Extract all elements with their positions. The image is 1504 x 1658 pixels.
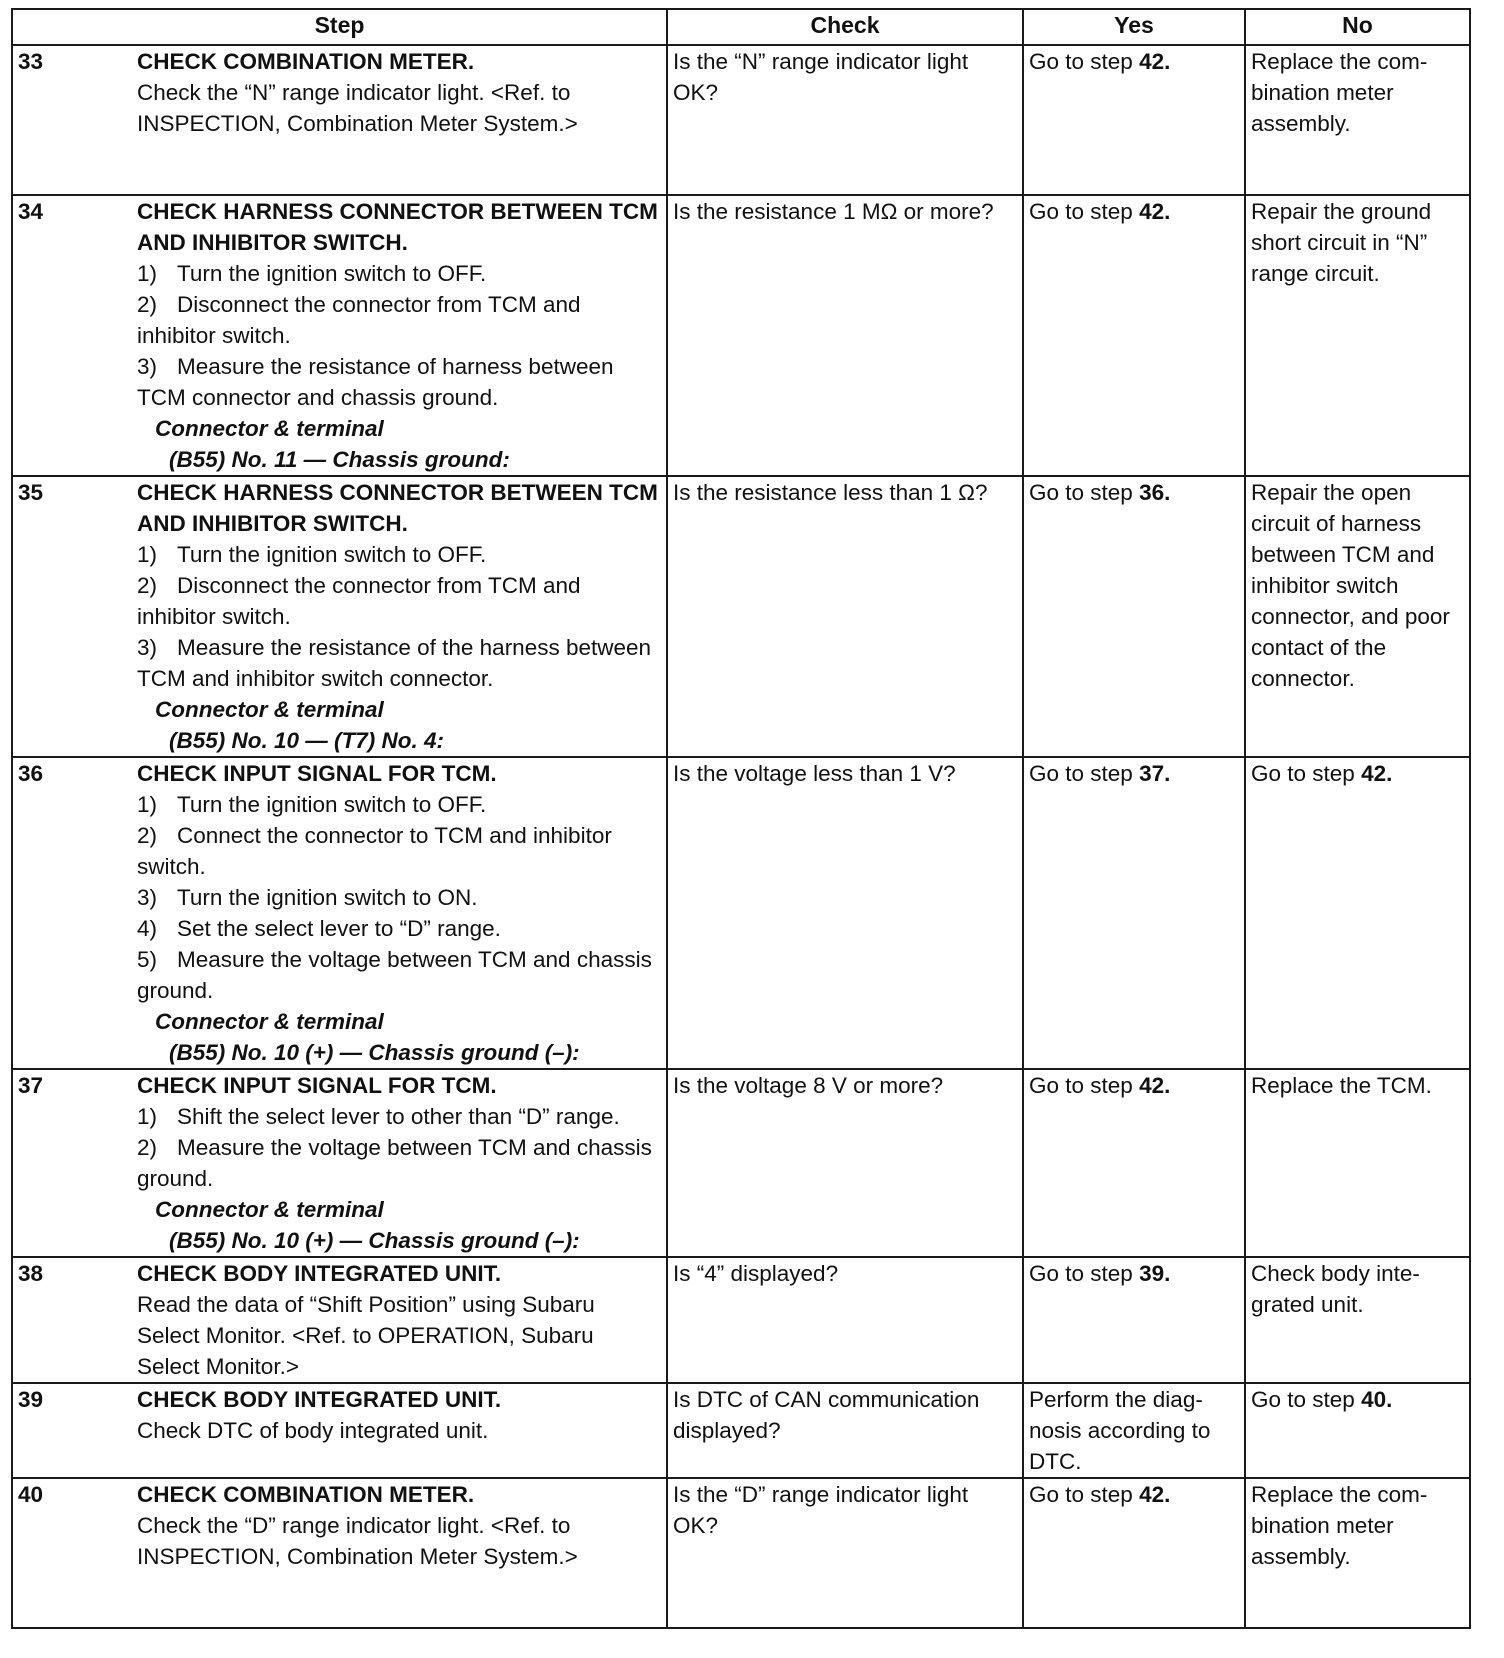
connector-label: Connector & terminal — [155, 416, 384, 441]
check-cell: Is the resistance 1 MΩ or more? — [667, 195, 1023, 476]
step-item — [137, 1101, 662, 1132]
step-cell — [12, 1069, 667, 1257]
no-prefix: Go to step — [1251, 761, 1362, 786]
table-row — [12, 45, 1470, 195]
check-cell: Is the resistance less than 1 Ω? — [667, 476, 1023, 757]
header-no: No — [1245, 9, 1470, 45]
item-number: 2) — [137, 1135, 158, 1160]
step-item — [137, 289, 662, 351]
item-number: 3) — [137, 885, 158, 910]
item-text: Turn the ignition switch to OFF. — [177, 261, 487, 286]
yes-cell: Perform the diag-nosis according to DTC. — [1023, 1383, 1245, 1478]
step-item — [137, 258, 662, 289]
step-number: 34 — [18, 199, 44, 224]
step-number: 37 — [18, 1073, 44, 1098]
step-body — [137, 46, 666, 139]
yes-prefix: Go to step — [1029, 49, 1140, 74]
yes-step-ref: 37. — [1139, 761, 1171, 786]
table-row — [12, 195, 1470, 476]
step-number: 40 — [18, 1482, 44, 1507]
step-number: 35 — [18, 480, 44, 505]
step-item — [137, 351, 662, 413]
yes-cell — [1023, 476, 1245, 757]
item-number: 2) — [137, 823, 158, 848]
item-text: Measure the resistance of the harness between TCM and inhibitor switch connector. — [137, 635, 652, 691]
item-text: Connect the connector to TCM and inhibitor switch. — [137, 823, 612, 879]
step-item — [137, 913, 662, 944]
step-item — [137, 882, 662, 913]
yes-step-ref: 42. — [1139, 49, 1171, 74]
yes-prefix: Go to step — [1029, 480, 1140, 505]
step-item — [137, 632, 662, 694]
step-cell — [12, 1478, 667, 1628]
header-yes: Yes — [1023, 9, 1245, 45]
step-title: CHECK INPUT SIGNAL FOR TCM. — [137, 1073, 497, 1098]
connector-label: Connector & terminal — [155, 1197, 384, 1222]
table-row — [12, 1257, 1470, 1383]
step-cell — [12, 1257, 667, 1383]
no-cell: Repair the open circuit of harness between TCM and inhibitor switch connector, and poor contact of the connector. — [1245, 476, 1470, 757]
step-number: 39 — [18, 1387, 44, 1412]
check-cell: Is DTC of CAN communication displayed? — [667, 1383, 1023, 1478]
connector-label: Connector & terminal — [155, 697, 384, 722]
no-prefix: Go to step — [1251, 1387, 1362, 1412]
item-number: 2) — [137, 573, 158, 598]
step-item — [137, 944, 662, 1006]
check-cell: Is the voltage 8 V or more? — [667, 1069, 1023, 1257]
step-item — [137, 789, 662, 820]
table-row — [12, 1478, 1470, 1628]
table-row — [12, 1069, 1470, 1257]
item-text: Disconnect the connector from TCM and inhibitor switch. — [137, 573, 581, 629]
yes-prefix: Go to step — [1029, 1073, 1140, 1098]
item-text: Measure the voltage between TCM and chassis ground. — [137, 947, 652, 1003]
yes-cell — [1023, 1069, 1245, 1257]
step-body — [137, 1384, 666, 1446]
check-cell: Is the “N” range indicator light OK? — [667, 45, 1023, 195]
yes-cell — [1023, 195, 1245, 476]
step-item — [137, 539, 662, 570]
table-row — [12, 476, 1470, 757]
no-step-ref: 40. — [1361, 1387, 1393, 1412]
diagnostic-procedure-table — [11, 8, 1471, 1629]
step-body — [137, 196, 666, 475]
yes-prefix: Go to step — [1029, 1261, 1140, 1286]
step-description: Read the data of “Shift Position” using Subaru Select Monitor. <Ref. to OPERATION, Subaru Select Monitor.> — [137, 1292, 595, 1379]
item-number: 3) — [137, 635, 158, 660]
connector-terminal: (B55) No. 10 (+) — Chassis ground (–): — [169, 1228, 580, 1253]
header-check: Check — [667, 9, 1023, 45]
step-cell — [12, 195, 667, 476]
connector-terminal: (B55) No. 11 — Chassis ground: — [169, 447, 510, 472]
item-number: 1) — [137, 261, 158, 286]
yes-step-ref: 42. — [1139, 1482, 1171, 1507]
yes-cell — [1023, 45, 1245, 195]
item-number: 1) — [137, 792, 158, 817]
yes-prefix: Go to step — [1029, 761, 1140, 786]
yes-prefix: Go to step — [1029, 199, 1140, 224]
no-cell — [1245, 757, 1470, 1069]
step-body — [137, 1070, 666, 1256]
yes-step-ref: 39. — [1139, 1261, 1171, 1286]
table-row — [12, 1383, 1470, 1478]
step-title: CHECK COMBINATION METER. — [137, 49, 475, 74]
header-step: Step — [12, 9, 667, 45]
item-text: Turn the ignition switch to OFF. — [177, 542, 487, 567]
table-row — [12, 757, 1470, 1069]
no-cell: Check body inte-grated unit. — [1245, 1257, 1470, 1383]
step-title: CHECK HARNESS CONNECTOR BETWEEN TCM AND INHIBITOR SWITCH. — [137, 199, 658, 255]
step-title: CHECK INPUT SIGNAL FOR TCM. — [137, 761, 497, 786]
connector-label: Connector & terminal — [155, 1009, 384, 1034]
step-title: CHECK COMBINATION METER. — [137, 1482, 475, 1507]
connector-terminal: (B55) No. 10 — (T7) No. 4: — [169, 728, 445, 753]
item-text: Measure the voltage between TCM and chassis ground. — [137, 1135, 652, 1191]
no-cell: Replace the TCM. — [1245, 1069, 1470, 1257]
step-title: CHECK BODY INTEGRATED UNIT. — [137, 1261, 502, 1286]
item-text: Measure the resistance of harness between TCM connector and chassis ground. — [137, 354, 614, 410]
step-title: CHECK HARNESS CONNECTOR BETWEEN TCM AND INHIBITOR SWITCH. — [137, 480, 658, 536]
no-cell — [1245, 1383, 1470, 1478]
yes-step-ref: 42. — [1139, 1073, 1171, 1098]
connector-terminal: (B55) No. 10 (+) — Chassis ground (–): — [169, 1040, 580, 1065]
item-text: Turn the ignition switch to ON. — [177, 885, 478, 910]
step-body — [137, 1479, 666, 1572]
step-number: 38 — [18, 1261, 44, 1286]
item-number: 5) — [137, 947, 158, 972]
step-cell — [12, 757, 667, 1069]
step-number: 36 — [18, 761, 44, 786]
no-step-ref: 42. — [1361, 761, 1393, 786]
check-cell: Is the voltage less than 1 V? — [667, 757, 1023, 1069]
no-cell: Repair the ground short circuit in “N” range circuit. — [1245, 195, 1470, 476]
yes-prefix: Go to step — [1029, 1482, 1140, 1507]
check-cell: Is the “D” range indicator light OK? — [667, 1478, 1023, 1628]
item-text: Shift the select lever to other than “D” range. — [177, 1104, 620, 1129]
yes-cell — [1023, 1257, 1245, 1383]
check-cell: Is “4” displayed? — [667, 1257, 1023, 1383]
step-body — [137, 477, 666, 756]
step-cell — [12, 45, 667, 195]
step-description: Check the “D” range indicator light. <Ref. to INSPECTION, Combination Meter System.> — [137, 1513, 578, 1569]
step-description: Check the “N” range indicator light. <Ref. to INSPECTION, Combination Meter System.> — [137, 80, 578, 136]
item-number: 1) — [137, 1104, 158, 1129]
item-number: 4) — [137, 916, 158, 941]
step-description: Check DTC of body integrated unit. — [137, 1418, 489, 1443]
no-cell: Replace the com-bination meter assembly. — [1245, 1478, 1470, 1628]
step-body — [137, 1258, 666, 1382]
item-text: Set the select lever to “D” range. — [177, 916, 501, 941]
item-number: 1) — [137, 542, 158, 567]
step-item — [137, 570, 662, 632]
yes-step-ref: 42. — [1139, 199, 1171, 224]
table-header-row — [12, 9, 1470, 45]
step-body — [137, 758, 666, 1068]
yes-step-ref: 36. — [1139, 480, 1171, 505]
step-cell — [12, 1383, 667, 1478]
step-cell — [12, 476, 667, 757]
item-text: Turn the ignition switch to OFF. — [177, 792, 487, 817]
step-item — [137, 820, 662, 882]
yes-cell — [1023, 757, 1245, 1069]
step-number: 33 — [18, 49, 44, 74]
item-number: 3) — [137, 354, 158, 379]
item-number: 2) — [137, 292, 158, 317]
yes-cell — [1023, 1478, 1245, 1628]
item-text: Disconnect the connector from TCM and inhibitor switch. — [137, 292, 581, 348]
step-item — [137, 1132, 662, 1194]
no-cell: Replace the com-bination meter assembly. — [1245, 45, 1470, 195]
step-title: CHECK BODY INTEGRATED UNIT. — [137, 1387, 502, 1412]
